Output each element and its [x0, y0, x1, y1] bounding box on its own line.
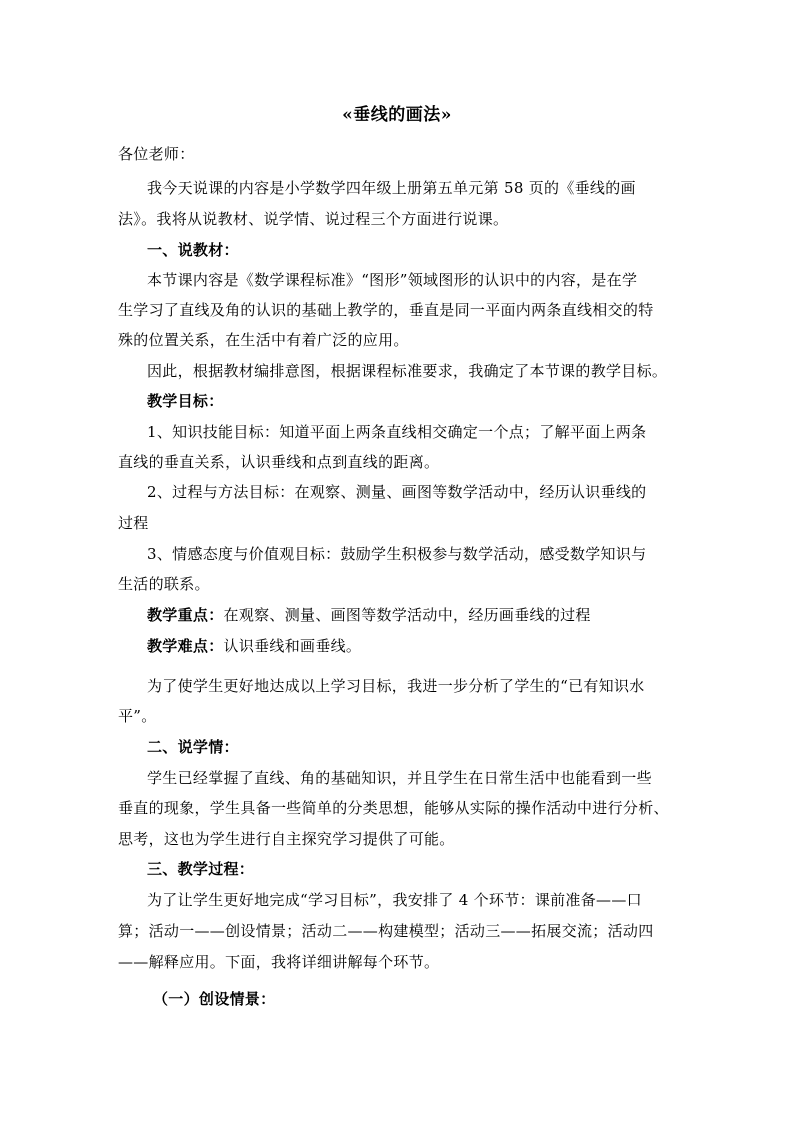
paragraph-line: 算；活动一——创设情景；活动二——构建模型；活动三——拓展交流；活动四 [118, 922, 654, 940]
paragraph-line: 生活的联系。 [118, 575, 210, 593]
paragraph-line: 法》。我将从说教材、说学情、说过程三个方面进行说课。 [118, 210, 509, 228]
section-heading: 二、说学情： [147, 738, 239, 756]
key-point-text: 在观察、测量、画图等数学活动中，经历画垂线的过程 [223, 606, 591, 624]
paragraph-line: 2、过程与方法目标：在观察、测量、画图等数学活动中，经历认识垂线的 [147, 483, 647, 501]
paragraph-line: 平”。 [118, 707, 157, 725]
paragraph-line: 本节课内容是《数学课程标准》“图形”领域图形的认识中的内容，是在学 [147, 271, 638, 289]
paragraph-line: 因此，根据教材编排意图，根据课程标准要求，我确定了本节课的教学目标。 [147, 362, 668, 380]
key-point-label: 教学重点： [147, 606, 224, 624]
subheading: 教学目标： [147, 392, 224, 410]
paragraph-line: 垂直的现象，学生具备一些简单的分类思想，能够从实际的操作活动中进行分析、 [118, 799, 669, 817]
paragraph-line: 为了让学生更好地完成“学习目标”，我安排了 4 个环节：课前准备——口 [147, 891, 642, 909]
paragraph-line: 我今天说课的内容是小学数学四年级上册第五单元第 58 页的《垂线的画 [147, 179, 636, 197]
section-heading: 三、教学过程： [147, 860, 255, 878]
paragraph-line: 3、情感态度与价值观目标：鼓励学生积极参与数学活动，感受数学知识与 [147, 545, 647, 563]
paragraph-line: 过程 [118, 514, 149, 532]
paragraph-line: 1、知识技能目标：知道平面上两条直线相交确定一个点；了解平面上两条 [147, 423, 647, 441]
subsection-heading: （一）创设情景： [153, 990, 276, 1008]
paragraph-line: 殊的位置关系，在生活中有着广泛的应用。 [118, 331, 409, 349]
document-title: «垂线的画法» [342, 105, 452, 125]
section-heading: 一、说教材： [147, 241, 239, 259]
paragraph-line: 思考，这也为学生进行自主探究学习提供了可能。 [118, 830, 455, 848]
key-point-line [147, 601, 591, 629]
paragraph-line: 为了使学生更好地达成以上学习目标，我进一步分析了学生的“已有知识水 [147, 677, 645, 695]
paragraph-line: 学生已经掌握了直线、角的基础知识，并且学生在日常生活中也能看到一些 [147, 769, 652, 787]
paragraph-line: 生学习了直线及角的认识的基础上教学的，垂直是同一平面内两条直线相交的特 [118, 301, 654, 319]
difficulty-text: 认识垂线和画垂线。 [223, 637, 362, 655]
difficulty-line [147, 632, 361, 660]
greeting: 各位老师： [118, 145, 195, 163]
paragraph-line: 直线的垂直关系，认识垂线和点到直线的距离。 [118, 453, 440, 471]
paragraph-line: ——解释应用。下面，我将详细讲解每个环节。 [118, 953, 440, 971]
difficulty-label: 教学难点： [147, 637, 224, 655]
